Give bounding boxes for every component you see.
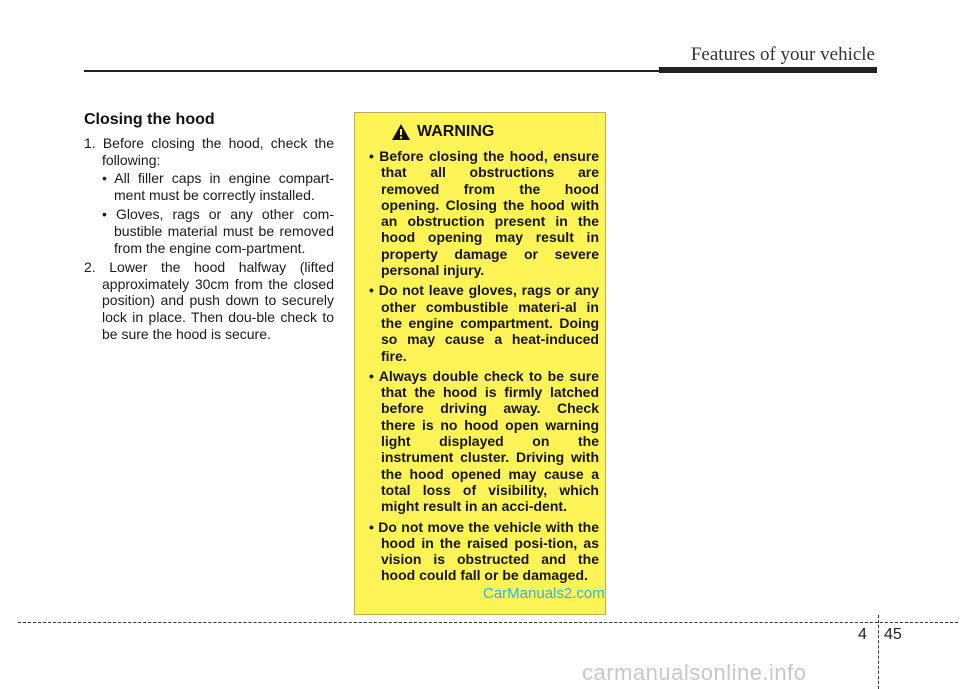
header-rule	[84, 70, 659, 72]
warning-list	[365, 148, 599, 588]
warning-title: WARNING	[417, 123, 495, 140]
footer-rule	[18, 622, 958, 623]
warning-item: • Do not leave gloves, rags or any other combustible materi-al in the engine compartment. Doing so may cause a heat-induced fire.	[369, 282, 599, 364]
warning-item: • Do not move the vehicle with the hood in the raised posi-tion, as vision is obstructed and the hood could fall or be damaged.	[369, 518, 599, 584]
step-1-subitem: • All filler caps in engine compart-ment must be correctly installed.	[102, 170, 334, 203]
page-header-title: Features of your vehicle	[690, 44, 875, 65]
warning-box	[354, 112, 606, 615]
step-2: 2. Lower the hood halfway (lifted approximately 30cm from the closed position) and push down to securely lock in place. Then dou-ble check to be sure the hood is secure.	[84, 259, 334, 342]
page-number-divider	[878, 615, 879, 689]
section-title: Closing the hood	[84, 111, 215, 128]
warning-triangle-icon	[391, 123, 411, 141]
warning-item: • Always double check to be sure that the hood is firmly latched before driving away. Check there is no hood open warning light displayed on the instrument cluster. Driving with the hood opened may cause a total loss of visibility, which might result in an acci-dent.	[369, 367, 599, 515]
warning-item: • Before closing the hood, ensure that all obstructions are removed from the hood opening. Closing the hood with an obstruction present in the hood opening may result in property damage or severe personal injury.	[369, 148, 599, 279]
warning-header	[391, 123, 494, 141]
page-number: 45	[884, 626, 902, 643]
step-1: 1. Before closing the hood, check the following:	[84, 135, 334, 168]
chapter-number: 4	[858, 626, 867, 643]
instructions-column	[84, 135, 334, 344]
header-rule-accent	[659, 67, 877, 73]
step-1-subitem: • Gloves, rags or any other com-bustible material must be removed from the engine com-partment.	[102, 206, 334, 256]
site-watermark[interactable]: carmanualsonline.info	[582, 660, 807, 685]
watermark-link[interactable]: CarManuals2.com	[483, 585, 605, 602]
